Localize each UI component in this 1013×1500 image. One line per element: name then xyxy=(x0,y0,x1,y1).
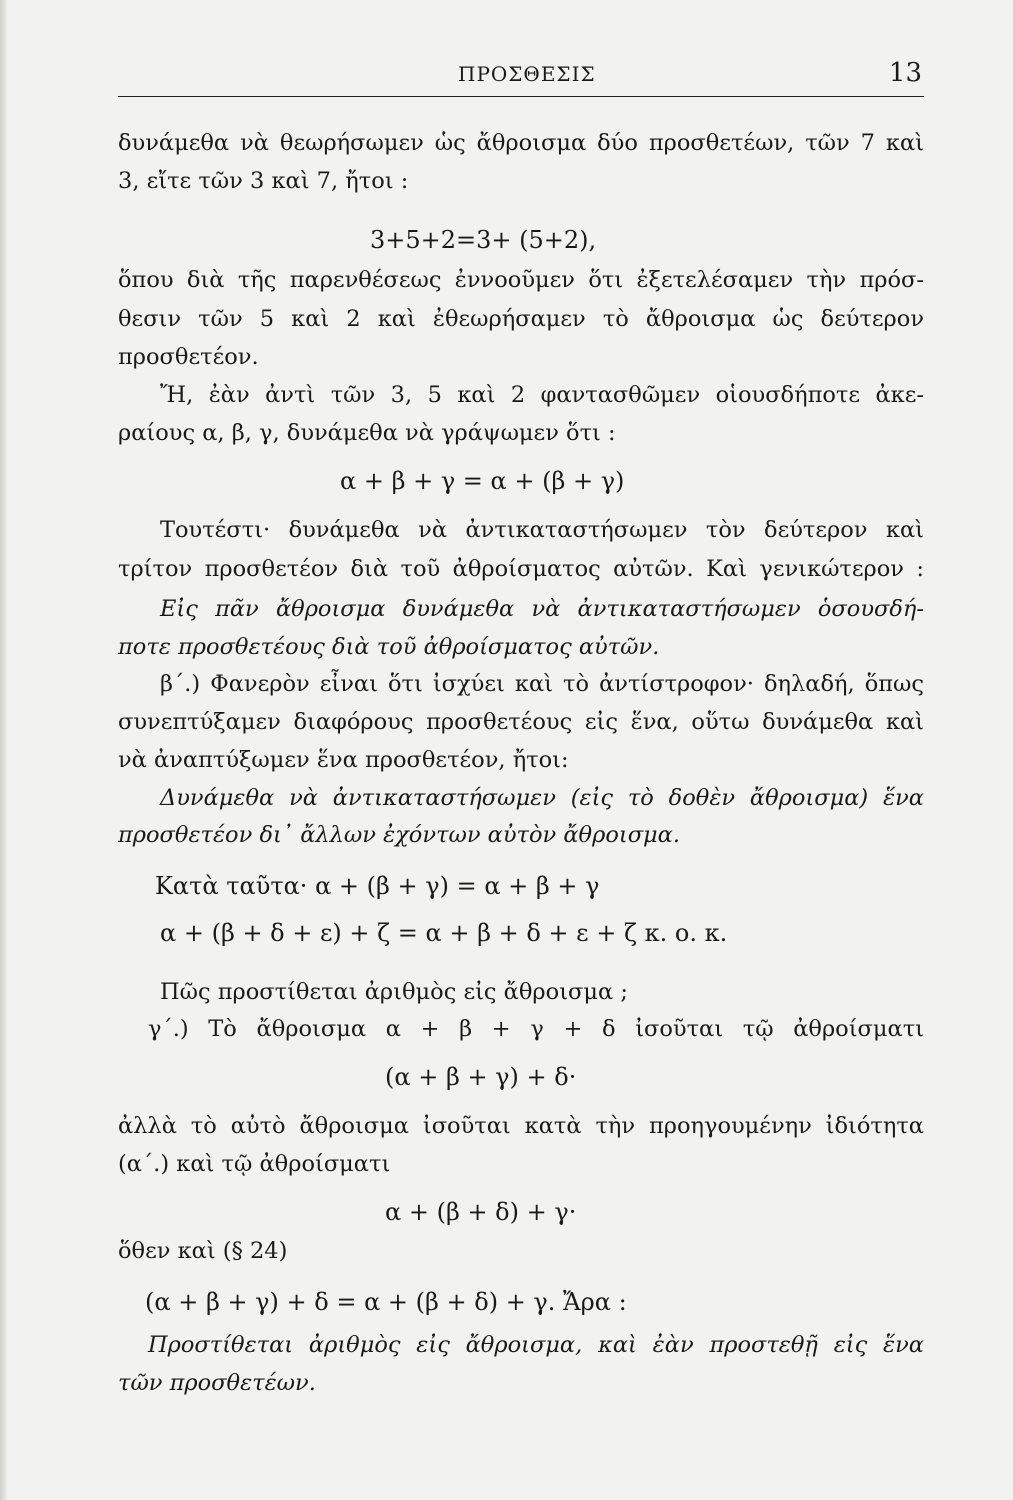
text-line: προσθετέον. xyxy=(118,344,259,370)
equation: (α + β + γ) + δ· xyxy=(385,1063,577,1091)
text-line: ραίους α, β, γ, δυνάμεθα νὰ γράψωμεν ὅτι : xyxy=(118,420,616,446)
text-line: νὰ ἀναπτύξωμεν ἕνα προσθετέον, ἤτοι: xyxy=(118,747,569,773)
theorem-text: ποτε προσθετέους διὰ τοῦ ἀθροίσματος αὐτῶν. xyxy=(118,634,660,660)
equation: α + (β + δ) + γ· xyxy=(385,1198,577,1226)
theorem-text: Εἰς πᾶν ἄθροισμα δυνάμεθα νὰ ἀντικαταστήσωμεν ὁσουσδή- xyxy=(160,596,924,622)
text-line: τρίτον προσθετέον διὰ τοῦ ἀθροίσματος αὐτῶν. Καὶ γενικώτερον : xyxy=(118,556,924,582)
text-line: ὅπου διὰ τῆς παρενθέσεως ἐννοοῦμεν ὅτι ἐξετελέσαμεν τὴν πρόσ- xyxy=(118,267,924,293)
text-line: ἀλλὰ τὸ αὐτὸ ἄθροισμα ἰσοῦται κατὰ τὴν προηγουμένην ἰδιότητα xyxy=(118,1113,924,1139)
question-line: Πῶς προστίθεται ἀριθμὸς εἰς ἄθροισμα ; xyxy=(160,979,628,1005)
text-line: ὅθεν καὶ (§ 24) xyxy=(118,1238,288,1264)
text-line: Ἤ, ἐὰν ἀντὶ τῶν 3, 5 καὶ 2 φαντασθῶμεν οἱουσδήποτε ἀκε- xyxy=(160,382,924,408)
equation: α + β + γ = α + (β + γ) xyxy=(340,467,625,495)
page-edge-shadow xyxy=(0,0,8,1500)
text-line: β΄.) Φανερὸν εἶναι ὅτι ἰσχύει καὶ τὸ ἀντίστροφον· δηλαδή, ὅπως xyxy=(160,671,924,697)
text-line: Τουτέστι· δυνάμεθα νὰ ἀντικαταστήσωμεν τὸν δεύτερον καὶ xyxy=(160,517,924,543)
equation: (α + β + γ) + δ = α + (β + δ) + γ. Ἄρα : xyxy=(145,1288,627,1316)
text-line: (α΄.) καὶ τῷ ἀθροίσματι xyxy=(118,1151,391,1177)
equation: α + (β + δ + ε) + ζ = α + β + δ + ε + ζ κ. ο. κ. xyxy=(160,919,728,947)
theorem-text: τῶν προσθετέων. xyxy=(118,1370,316,1396)
page-number: 13 xyxy=(888,58,922,88)
theorem-text: προσθετέον δι᾿ ἄλλων ἐχόντων αὐτὸν ἄθροισμα. xyxy=(118,822,681,848)
equation: Κατὰ ταῦτα· α + (β + γ) = α + β + γ xyxy=(155,872,600,900)
theorem-text: Δυνάμεθα νὰ ἀντικαταστήσωμεν (εἰς τὸ δοθὲν ἄθροισμα) ἕνα xyxy=(160,785,924,811)
text-line: γ΄.) Τὸ ἄθροισμα α + β + γ + δ ἰσοῦται τῷ ἀθροίσματι xyxy=(148,1016,924,1042)
running-title: ΠΡΟΣΘΕΣΙΣ xyxy=(458,62,596,86)
page-header xyxy=(118,58,924,96)
text-line: συνεπτύξαμεν διαφόρους προσθετέους εἰς ἕνα, οὕτω δυνάμεθα καὶ xyxy=(118,709,924,735)
theorem-text: Προστίθεται ἀριθμὸς εἰς ἄθροισμα, καὶ ἐὰν προστεθῇ εἰς ἕνα xyxy=(148,1332,924,1358)
text-line: 3, εἴτε τῶν 3 καὶ 7, ἤτοι : xyxy=(118,168,409,194)
equation: 3+5+2=3+ (5+2), xyxy=(370,226,597,254)
text-line: δυνάμεθα νὰ θεωρήσωμεν ὡς ἄθροισμα δύο προσθετέων, τῶν 7 καὶ xyxy=(118,130,924,156)
header-rule xyxy=(118,96,924,97)
text-line: θεσιν τῶν 5 καὶ 2 καὶ ἐθεωρήσαμεν τὸ ἄθροισμα ὡς δεύτερον xyxy=(118,306,924,332)
